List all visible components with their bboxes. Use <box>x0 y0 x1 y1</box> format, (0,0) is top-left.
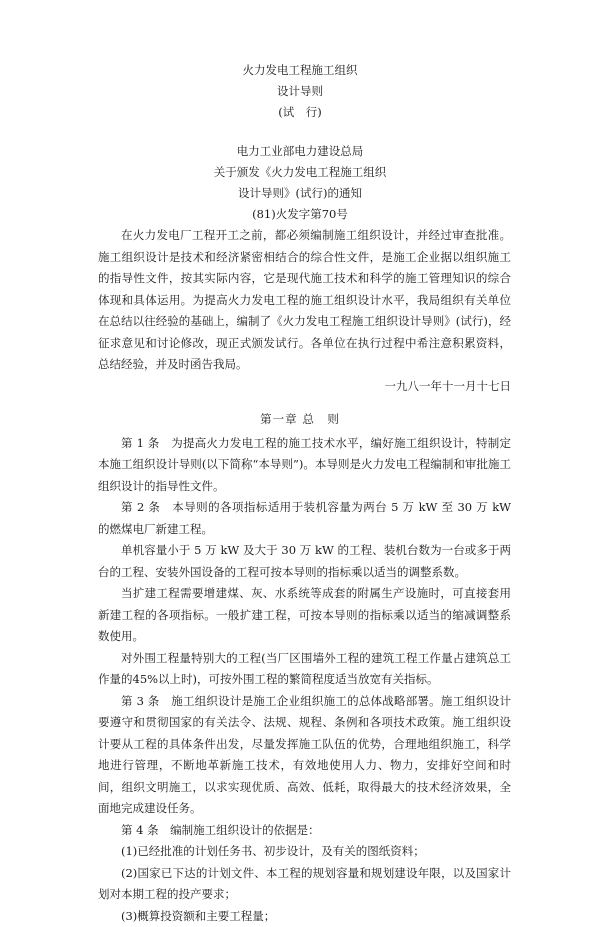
article-4-item-2: (2)国家已下达的计划文件、本工程的规划容量和规划建设年限，以及国家计划对本期工程的投产要求； <box>98 863 511 906</box>
article-3: 第 3 条 施工组织设计是施工企业组织施工的总体战略部署。施工组织设计要遵守和贯彻国家的有关法令、法规、规程、条例和各项技术政策。施工组织设计要从工程的具体条件出发，尽量发挥施工队伍的优势，合理地组织施工，科学地进行管理，不断地革新施工技术，有效地使用人力、物力，安排好空间和时间，组织文明施工，以求实现优质、高效、低耗，取得最大的技术经济效果，全面地完成建设任务。 <box>98 691 511 820</box>
notice-header <box>0 141 600 225</box>
notice-doc-number: (81)火发字第70号 <box>0 204 600 225</box>
title-line-3: (试 行) <box>0 102 600 123</box>
chapter-heading: 第一章 总 则 <box>0 409 600 431</box>
article-4-item-1: (1)已经批准的计划任务书、初步设计，及有关的图纸资料； <box>98 841 511 863</box>
notice-issuer: 电力工业部电力建设总局 <box>0 141 600 162</box>
title-line-2: 设计导则 <box>0 81 600 102</box>
article-2-note-c: 对外围工程量特别大的工程(当厂区围墙外工程的建筑工程工作量占建筑总工作量的45%以上时)，可按外围工程的繁简程度适当放宽有关指标。 <box>98 648 511 691</box>
notice-subject-2: 设计导则》(试行)的通知 <box>0 183 600 204</box>
article-1: 第 1 条 为提高火力发电工程的施工技术水平，编好施工组织设计，特制定本施工组织设计导则(以下简称“本导则”)。本导则是火力发电工程编制和审批施工组织设计的指导性文件。 <box>98 433 511 498</box>
title-line-1: 火力发电工程施工组织 <box>0 60 600 81</box>
article-4: 第 4 条 编制施工组织设计的依据是： <box>98 820 511 842</box>
document-title <box>0 60 600 123</box>
preface-paragraph: 在火力发电厂工程开工之前，都必须编制施工组织设计，并经过审查批准。施工组织设计是技术和经济紧密相结合的综合性文件，是施工企业据以组织施工的指导性文件，按其实际内容，它是现代施工技术和科学的施工管理知识的综合体现和具体运用。为提高火力发电工程的施工组织设计水平，我局组织有关单位在总结以往经验的基础上，编制了《火力发电工程施工组织设计导则》(试行)，经征求意见和讨论修改，现正式颁发试行。各单位在执行过程中希注意积累资料，总结经验，并及时函告我局。 <box>98 225 511 376</box>
article-2-note-b: 当扩建工程需要增建煤、灰、水系统等成套的附属生产设施时，可直接套用新建工程的各项指标。一般扩建工程，可按本导则的指标乘以适当的缩减调整系数使用。 <box>98 583 511 648</box>
article-2-note-a: 单机容量小于 5 万 kW 及大于 30 万 kW 的工程、装机台数为一台或多于两台的工程、安装外国设备的工程可按本导则的指标乘以适当的调整系数。 <box>98 540 511 583</box>
article-2: 第 2 条 本导则的各项指标适用于装机容量为两台 5 万 kW 至 30 万 kW 的燃煤电厂新建工程。 <box>98 497 511 540</box>
chapter-body <box>98 433 511 927</box>
notice-subject-1: 关于颁发《火力发电工程施工组织 <box>0 162 600 183</box>
preface-section <box>98 225 511 376</box>
issue-date: 一九八一年十一月十七日 <box>0 376 511 398</box>
article-4-item-3: (3)概算投资额和主要工程量； <box>98 906 511 927</box>
